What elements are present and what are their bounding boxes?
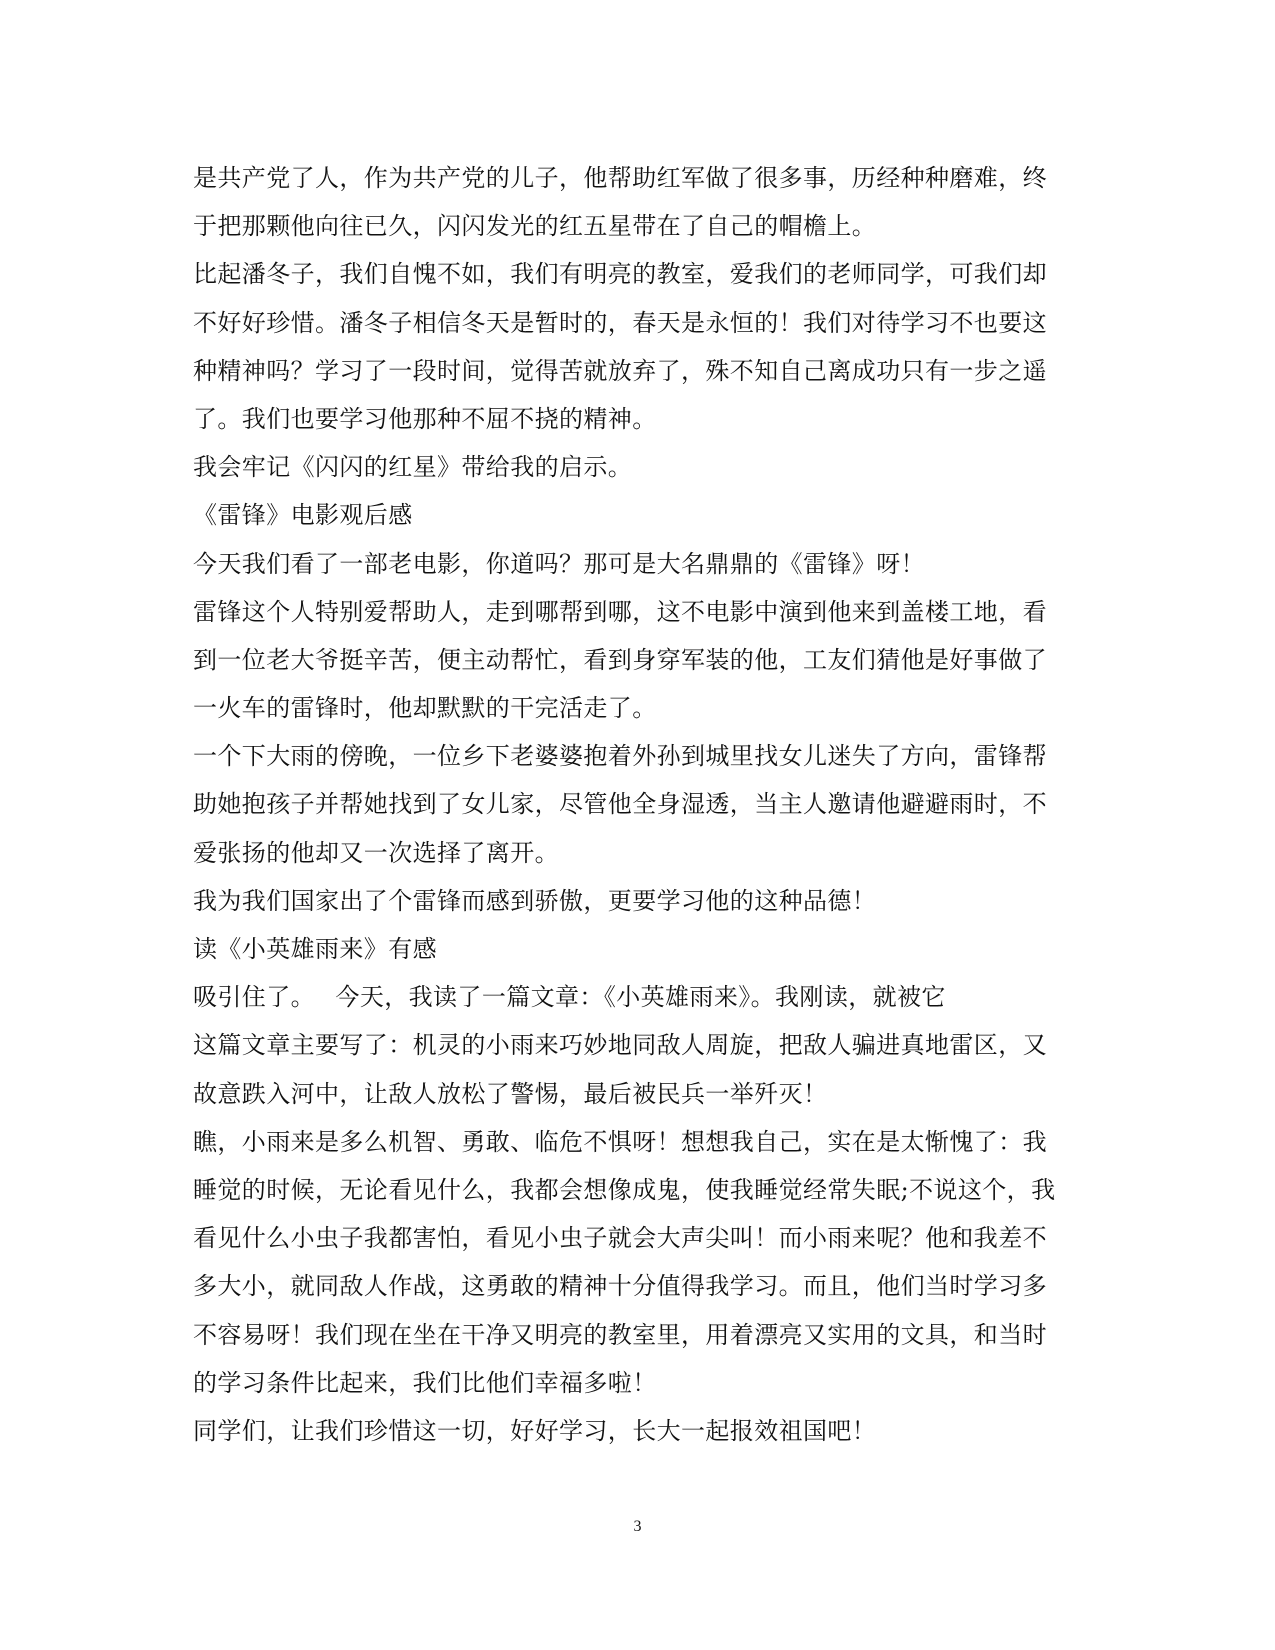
text-line: 这篇文章主要写了：机灵的小雨来巧妙地同敌人周旋，把敌人骗进真地雷区，又 bbox=[193, 1031, 1047, 1060]
text-line: 爱张扬的他却又一次选择了离开。 bbox=[193, 838, 559, 867]
text-line: 我为我们国家出了个雷锋而感到骄傲，更要学习他的这种品德！ bbox=[193, 886, 877, 915]
text-line: 多大小，就同敌人作战，这勇敢的精神十分值得我学习。而且，他们当时学习多 bbox=[193, 1272, 1047, 1301]
text-line: 看见什么小虫子我都害怕，看见小虫子就会大声尖叫！而小雨来呢？他和我差不 bbox=[193, 1224, 1047, 1253]
text-line: 不容易呀！我们现在坐在干净又明亮的教室里，用着漂亮又实用的文具，和当时 bbox=[193, 1320, 1047, 1349]
text-line: 到一位老大爷挺辛苦，便主动帮忙，看到身穿军装的他，工友们猜他是好事做了 bbox=[193, 645, 1047, 674]
text-line: 不好好珍惜。潘冬子相信冬天是暂时的，春天是永恒的！我们对待学习不也要这 bbox=[193, 308, 1047, 337]
page-number: 3 bbox=[633, 1518, 642, 1535]
text-line: 于把那颗他向往已久，闪闪发光的红五星带在了自己的帽檐上。 bbox=[193, 212, 877, 241]
text-line: 一火车的雷锋时，他却默默的干完活走了。 bbox=[193, 694, 657, 723]
text-line: 比起潘冬子，我们自愧不如，我们有明亮的教室，爱我们的老师同学，可我们却 bbox=[193, 260, 1047, 289]
text-line: 一个下大雨的傍晚，一位乡下老婆婆抱着外孙到城里找女儿迷失了方向，雷锋帮 bbox=[193, 742, 1047, 771]
document-body bbox=[193, 154, 1073, 1455]
text-line: 同学们，让我们珍惜这一切，好好学习，长大一起报效祖国吧！ bbox=[193, 1416, 877, 1445]
text-line: 今天我们看了一部老电影，你道吗？那可是大名鼎鼎的《雷锋》呀！ bbox=[193, 549, 925, 578]
text-line: 故意跌入河中，让敌人放松了警惕，最后被民兵一举歼灭！ bbox=[193, 1079, 828, 1108]
text-line: 我会牢记《闪闪的红星》带给我的启示。 bbox=[193, 453, 633, 482]
text-line: 雷锋这个人特别爱帮助人，走到哪帮到哪，这不电影中演到他来到盖楼工地，看 bbox=[193, 597, 1047, 626]
section-title: 《雷锋》电影观后感 bbox=[193, 501, 413, 530]
text-line: 的学习条件比起来，我们比他们幸福多啦！ bbox=[193, 1368, 657, 1397]
text-line: 是共产党了人，作为共产党的儿子，他帮助红军做了很多事，历经种种磨难，终 bbox=[193, 164, 1047, 192]
text-line: 助她抱孩子并帮她找到了女儿家，尽管他全身湿透，当主人邀请他避避雨时，不 bbox=[193, 790, 1047, 819]
text-line: 瞧，小雨来是多么机智、勇敢、临危不惧呀！想想我自己，实在是太惭愧了：我 bbox=[193, 1127, 1047, 1156]
text-line: 睡觉的时候，无论看见什么，我都会想像成鬼，使我睡觉经常失眠;不说这个，我 bbox=[193, 1175, 1056, 1204]
section-title: 读《小英雄雨来》有感 bbox=[193, 935, 437, 963]
text-line: 种精神吗？学习了一段时间，觉得苦就放弃了，殊不知自己离成功只有一步之遥 bbox=[193, 356, 1047, 385]
text-line: 吸引住了。 今天，我读了一篇文章：《小英雄雨来》。我刚读，就被它 bbox=[193, 983, 946, 1012]
text-line: 了。我们也要学习他那种不屈不挠的精神。 bbox=[193, 404, 657, 433]
